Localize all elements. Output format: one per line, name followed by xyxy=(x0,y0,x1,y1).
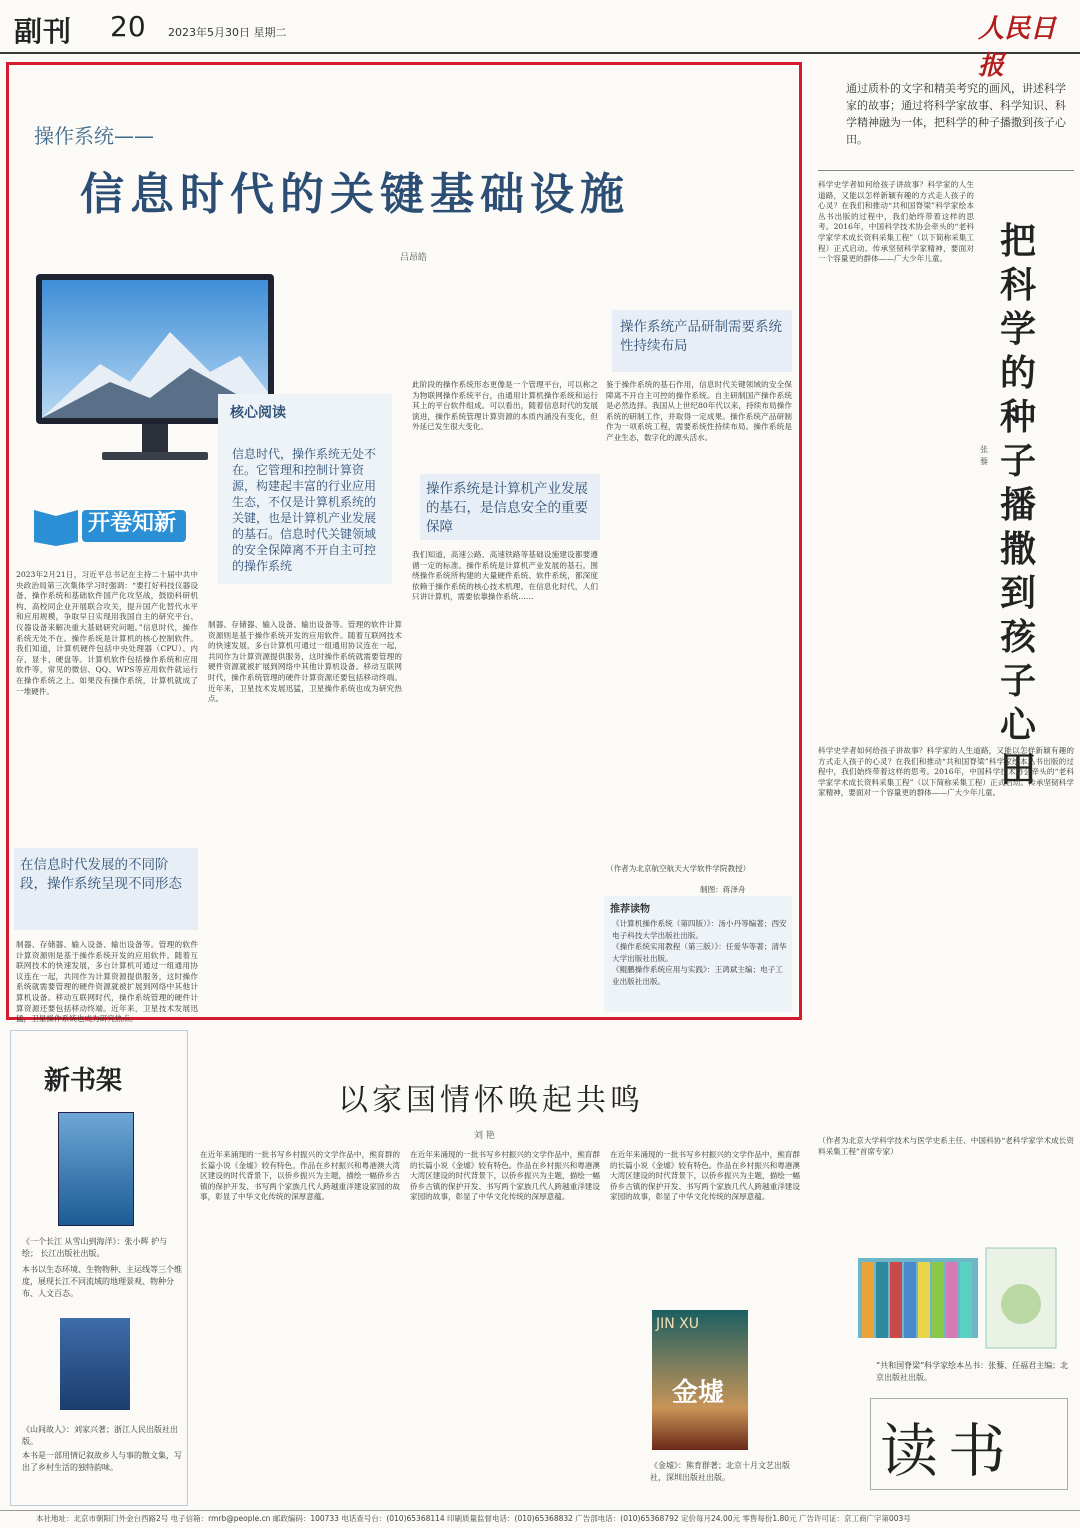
footer-info: 本社地址：北京市朝阳门外金台西路2号 电子信箱：rmrb@people.cn 邮政编码：100733 电话查号台：(010)65368114 印刷质量监督电话：(010)65368832 广告部电话：(010)65368792 定价每月24.00元 零售每份1.80元 广告许可证：京工商广字第003号 xyxy=(0,1510,1080,1528)
feature-column-1b: 制器、存储器、输入设备、输出设备等。管理的软件计算资源则是基于操作系统开发的应用软件。随着互联网技术的快速发展，多台计算机可通过一组通用协议连在一起，共同作为计算资源提供服务，这时操作系统就需要管理的硬件资源就被扩展到网络中其他计算机设备。移动互联网时代，操作系统管理的硬件计算资源还要包括移动终端。近年来，卫星技术发展迅猛，卫星操作系统也成为研究热点。 xyxy=(16,940,198,1024)
right-author-note: （作者为北京大学科学技术与医学史系主任、中国科协“老科学家学术成长资料采集工程”首席专家） xyxy=(818,1136,1074,1156)
book1-desc: 本书以生态环境、生物物种、主运线等三个维度，展现长江不同流域的地理景观、物种分布、人文百态。 xyxy=(22,1265,182,1298)
paper-logo: 人民日报 xyxy=(978,14,1057,81)
recommended-reading-title: 推荐读物 xyxy=(610,904,650,915)
recommended-item: 《计算机操作系统（第四版）》：汤小丹等编著；西安电子科技大学出版社出版。 xyxy=(612,919,787,940)
section-name: 副刊 xyxy=(14,15,73,48)
feature-column-3: 此阶段的操作系统形态更像是一个管理平台，可以称之为物联网操作系统平台，由通用计算机操作系统和运行其上的平台软件组成。可以看出，随着信息时代的发展演进，操作系统管理计算资源的本质内涵没有变化，但外延已发生很大变化。 xyxy=(412,380,598,432)
recommended-item: 《鲲鹏操作系统应用与实践》：王鸿斌主编；电子工业出版社出版。 xyxy=(612,965,783,986)
right-author: 张 藜 xyxy=(980,445,988,466)
feature-column-1: 2023年2月21日，习近平总书记在主持二十届中共中央政治局第三次集体学习时强调：“要打好科技仪器设备、操作系统和基础软件国产化攻坚战，鼓励科研机构、高校同企业开展联合攻关，提升国产化替代水平和应用规模，争取早日实现用我国自主的研究平台、仪器设备来解决重大基础研究问题。”信息时代，操作系统无处不在。操作系统是计算机的核心控制软件。我们知道，计算机硬件包括中央处理器（CPU）、内存、显卡、硬盘等。计算机软件包括操作系统和应用软件等，常见的微信、QQ、WPS等应用软件就运行在操作系统之上。如果没有操作系统，计算机就成了一堆硬件。 xyxy=(16,570,198,696)
illustration-credit: 制图：蒋泽舟 xyxy=(700,885,746,894)
feature-title: 信息时代的关键基础设施 xyxy=(80,169,630,220)
bottom-column-2: 在近年来涌现的一批书写乡村振兴的文学作品中，熊育群的长篇小说《金墟》较有特色。作品在乡村振兴和粤港澳大湾区建设的时代背景下，以侨乡振兴为主题，描绘一幅侨乡古镇的保护开发、书写两个家族几代人跨越重洋建设家园的故事，彰显了中华文化传统的深厚意蕴。 xyxy=(410,1150,600,1202)
core-reading-text: 信息时代，操作系统无处不在。它管理和控制计算资源，构建起丰富的行业应用生态，不仅是计算机系统的关键，也是计算机产业发展的基石。信息时代关键领域的安全保障离不开自主可控的操作系统 xyxy=(232,447,377,573)
dushu-text: 读书 xyxy=(880,1417,1017,1485)
book1-caption: 《一个长江 从雪山到海洋》：张小辉 护与绘； 长江出版社出版。 xyxy=(22,1237,168,1258)
right-intro: 通过质朴的文字和精美考究的画风，讲述科学家的故事；通过将科学家故事、科学知识、科学精神融为一体，把科学的种子播撒到孩子心田。 xyxy=(846,82,1066,146)
subhead-1: 操作系统产品研制需要系统性持续布局 xyxy=(620,319,782,354)
masthead xyxy=(0,0,1080,54)
book-cover-2 xyxy=(60,1318,130,1410)
feature-kicker: 操作系统—— xyxy=(34,124,154,148)
book2-caption: 《山间故人》：刘家兴著；浙江人民出版社出版。 xyxy=(22,1425,178,1446)
bottom-article-title: 以家国情怀唤起共鸣 xyxy=(338,1083,644,1118)
publication-date: 2023年5月30日 星期二 xyxy=(168,26,287,39)
divider xyxy=(818,170,1074,171)
right-body: 科学史学者如何给孩子讲故事？科学家的人生道路，又能以怎样新颖有趣的方式走人孩子的心灵？在我们和推动“共和国脊梁”科学家绘本丛书出版的过程中，我们始终带着这样的思考。2016年，中国科学技术协会牵头的“老科学家学术成长资料采集工程”（以下简称采集工程）正式启动。传承坚韧科学家精神，要面对一个容量更的群体——广大少年儿童。 xyxy=(818,180,974,264)
feature-column-4: 鉴于操作系统的基石作用，信息时代关键领域的安全保障离不开自主可控的操作系统。自主研制国产操作系统是必然选择。我国从上世纪80年代以来，持续布局操作系统的研制工作，并取得一定成果。操作系统产品研制作为一项系统工程，需要系统性持续布局。操作系统是产业生态，数字化的源头活水。 xyxy=(606,380,792,442)
book3-title: 金墟 xyxy=(672,1378,725,1408)
kaijuan-logo-text: 开卷知新 xyxy=(88,511,177,536)
page-number: 20 xyxy=(110,10,146,43)
core-reading-label: 核心阅读 xyxy=(230,405,286,421)
book3-pinyin: JIN XU xyxy=(656,1316,700,1332)
book-cover-1 xyxy=(58,1112,134,1226)
right-body-lower: 科学史学者如何给孩子讲故事？科学家的人生道路，又能以怎样新颖有趣的方式走人孩子的心灵？在我们和推动“共和国脊梁”科学家绘本丛书出版的过程中，我们始终带着这样的思考。2016年，中国科学技术协会牵头的“老科学家学术成长资料采集工程”（以下简称采集工程）正式启动。传承坚韧科学家精神，要面对一个容量更的群体——广大少年儿童。 xyxy=(818,746,1074,798)
book2-desc: 本书是一部用情记叙故乡人与事的散文集，写出了乡村生活的独特韵味。 xyxy=(22,1451,182,1472)
right-headline: 把科学的种子播撒到孩子心田 xyxy=(1000,221,1037,790)
bottom-column-3: 在近年来涌现的一批书写乡村振兴的文学作品中，熊育群的长篇小说《金墟》较有特色。作品在乡村振兴和粤港澳大湾区建设的时代背景下，以侨乡振兴为主题，描绘一幅侨乡古镇的保护开发、书写两个家族几代人跨越重洋建设家园的故事，彰显了中华文化传统的深厚意蕴。 xyxy=(610,1150,800,1202)
bottom-article-author: 刘 艳 xyxy=(474,1131,495,1141)
feature-author: 吕昂皓 xyxy=(400,253,428,263)
book3-caption: 《金墟》：熊育群著；北京十月文艺出版社，深圳出版社出版。 xyxy=(650,1461,790,1482)
bottom-column-1: 在近年来涌现的一批书写乡村振兴的文学作品中，熊育群的长篇小说《金墟》较有特色。作品在乡村振兴和粤港澳大湾区建设的时代背景下，以侨乡振兴为主题，描绘一幅侨乡古镇的保护开发、书写两个家族几代人跨越重洋建设家园的故事，彰显了中华文化传统的深厚意蕴。 xyxy=(200,1150,400,1202)
book-series-image xyxy=(858,1248,1056,1352)
subhead-3: 在信息时代发展的不同阶段，操作系统呈现不同形态 xyxy=(20,857,182,892)
recommended-item: 《操作系统实用教程（第三版）》：任爱华等著；清华大学出版社出版。 xyxy=(612,942,787,963)
recommended-reading-list xyxy=(612,918,788,987)
feature-author-note: （作者为北京航空航天大学软件学院教授） xyxy=(606,864,751,873)
feature-column-2: 制器、存储器、输入设备、输出设备等。管理的软件计算资源则是基于操作系统开发的应用软件。随着互联网技术的快速发展，多台计算机可通过一组通用协议连在一起，共同作为计算资源提供服务，这时操作系统就需要管理的硬件资源就被扩展到网络中其他计算机设备。移动互联网时代，操作系统管理的硬件计算资源还要包括移动终端。近年来，卫星技术发展迅猛，卫星操作系统也成为研究热点。 xyxy=(208,620,402,704)
series-caption: “共和国脊梁”科学家绘本丛书：张藜、任福君主编；北京出版社出版。 xyxy=(876,1361,1069,1382)
shelf-title: 新书架 xyxy=(44,1066,123,1096)
feature-column-3b: 我们知道，高速公路、高速铁路等基础设施建设都要遵循一定的标准。操作系统是计算机产业发展的基石。围绕操作系统所构建的大量硬件系统、软件系统，都深度依赖于操作系统的核心技术机理。在信息化时代，人们只讲计算机，需要依靠操作系统…… xyxy=(412,550,598,602)
subhead-2: 操作系统是计算机产业发展的基石，是信息安全的重要保障 xyxy=(426,481,588,535)
